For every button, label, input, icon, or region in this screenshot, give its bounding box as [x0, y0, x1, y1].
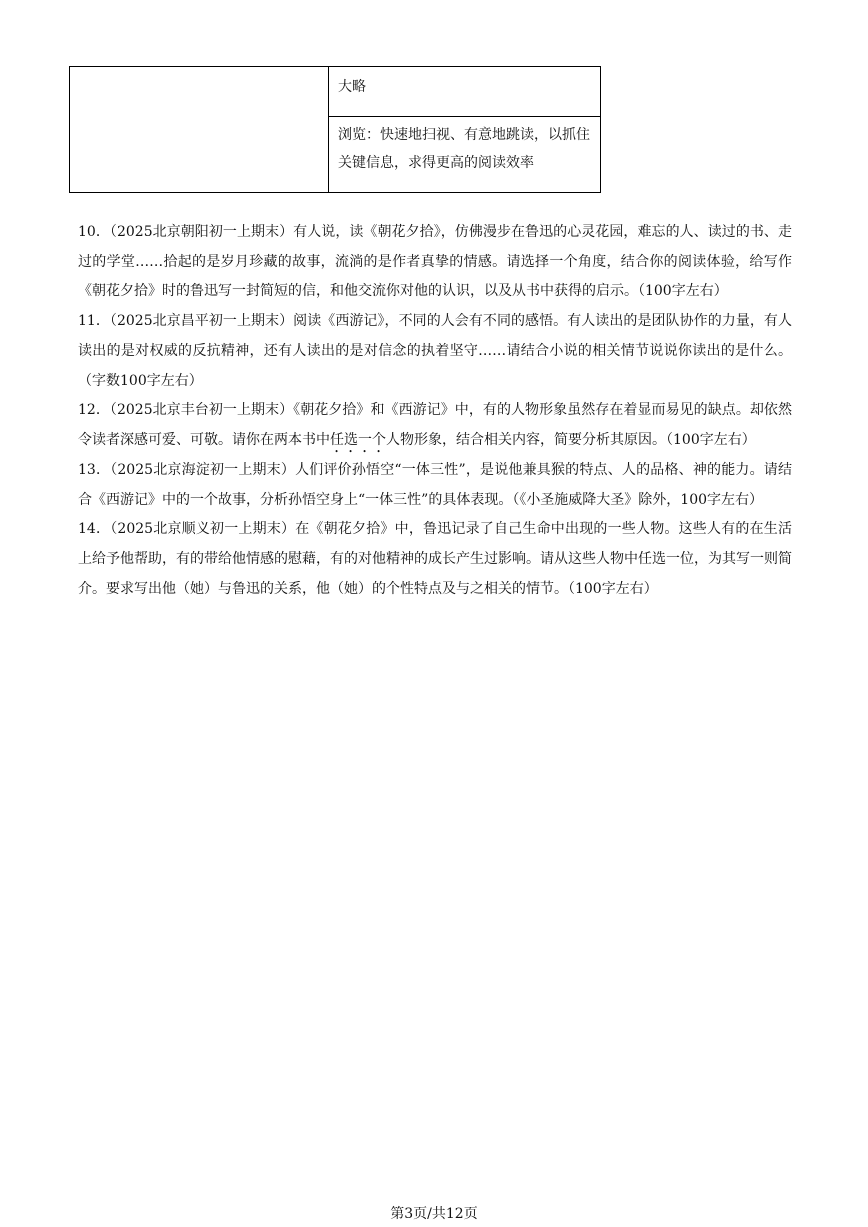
table-column-divider: [328, 67, 329, 192]
question-12-emphasis: 任选一个: [330, 431, 386, 448]
question-12-text-after: 人物形象，结合相关内容，简要分析其原因。（100字左右）: [386, 431, 756, 448]
question-list: [78, 218, 792, 604]
question-12: [78, 396, 792, 456]
table-cell-bottom: 浏览：快速地扫视、有意地跳读，以抓住关键信息，求得更高的阅读效率: [338, 127, 590, 171]
reading-method-table: [69, 66, 601, 193]
table-row-divider: [328, 116, 600, 117]
question-12-text-before: 12．（2025北京丰台初一上期末）《朝花夕拾》和《西游记》中，有的人物形象虽然存在着显而易见的缺点。却依然令读者深感可爱、可敬。请你在两本书中: [78, 402, 792, 448]
page-number: 第3页/共12页: [390, 1206, 478, 1222]
question-11: 11．（2025北京昌平初一上期末）阅读《西游记》，不同的人会有不同的感悟。有人读出的是团队协作的力量，有人读出的是对权威的反抗精神，还有人读出的是对信念的执着坚守……请结合小说的相关情节说说你读出的是什么。（字数100字左右）: [78, 313, 792, 389]
question-13: 13．（2025北京海淀初一上期末）人们评价孙悟空“一体三性”，是说他兼具猴的特点、人的品格、神的能力。请结合《西游记》中的一个故事，分析孙悟空身上“一体三性”的具体表现。（《小圣施威降大圣》除外，100字左右）: [78, 461, 792, 508]
table-cell-top: 大略: [338, 79, 366, 95]
question-10: 10．（2025北京朝阳初一上期末）有人说，读《朝花夕拾》，仿佛漫步在鲁迅的心灵花园，难忘的人、读过的书、走过的学堂……拾起的是岁月珍藏的故事，流淌的是作者真挚的情感。请选择一个角度，结合你的阅读体验，给写作《朝花夕拾》时的鲁迅写一封简短的信，和他交流你对他的认识，以及从书中获得的启示。（100字左右）: [78, 224, 792, 300]
question-14: 14．（2025北京顺义初一上期末）在《朝花夕拾》中，鲁迅记录了自己生命中出现的一些人物。这些人有的在生活上给予他帮助，有的带给他情感的慰藉，有的对他精神的成长产生过影响。请从这些人物中任选一位，为其写一则简介。要求写出他（她）与鲁迅的关系，他（她）的个性特点及与之相关的情节。（100字左右）: [78, 521, 792, 597]
